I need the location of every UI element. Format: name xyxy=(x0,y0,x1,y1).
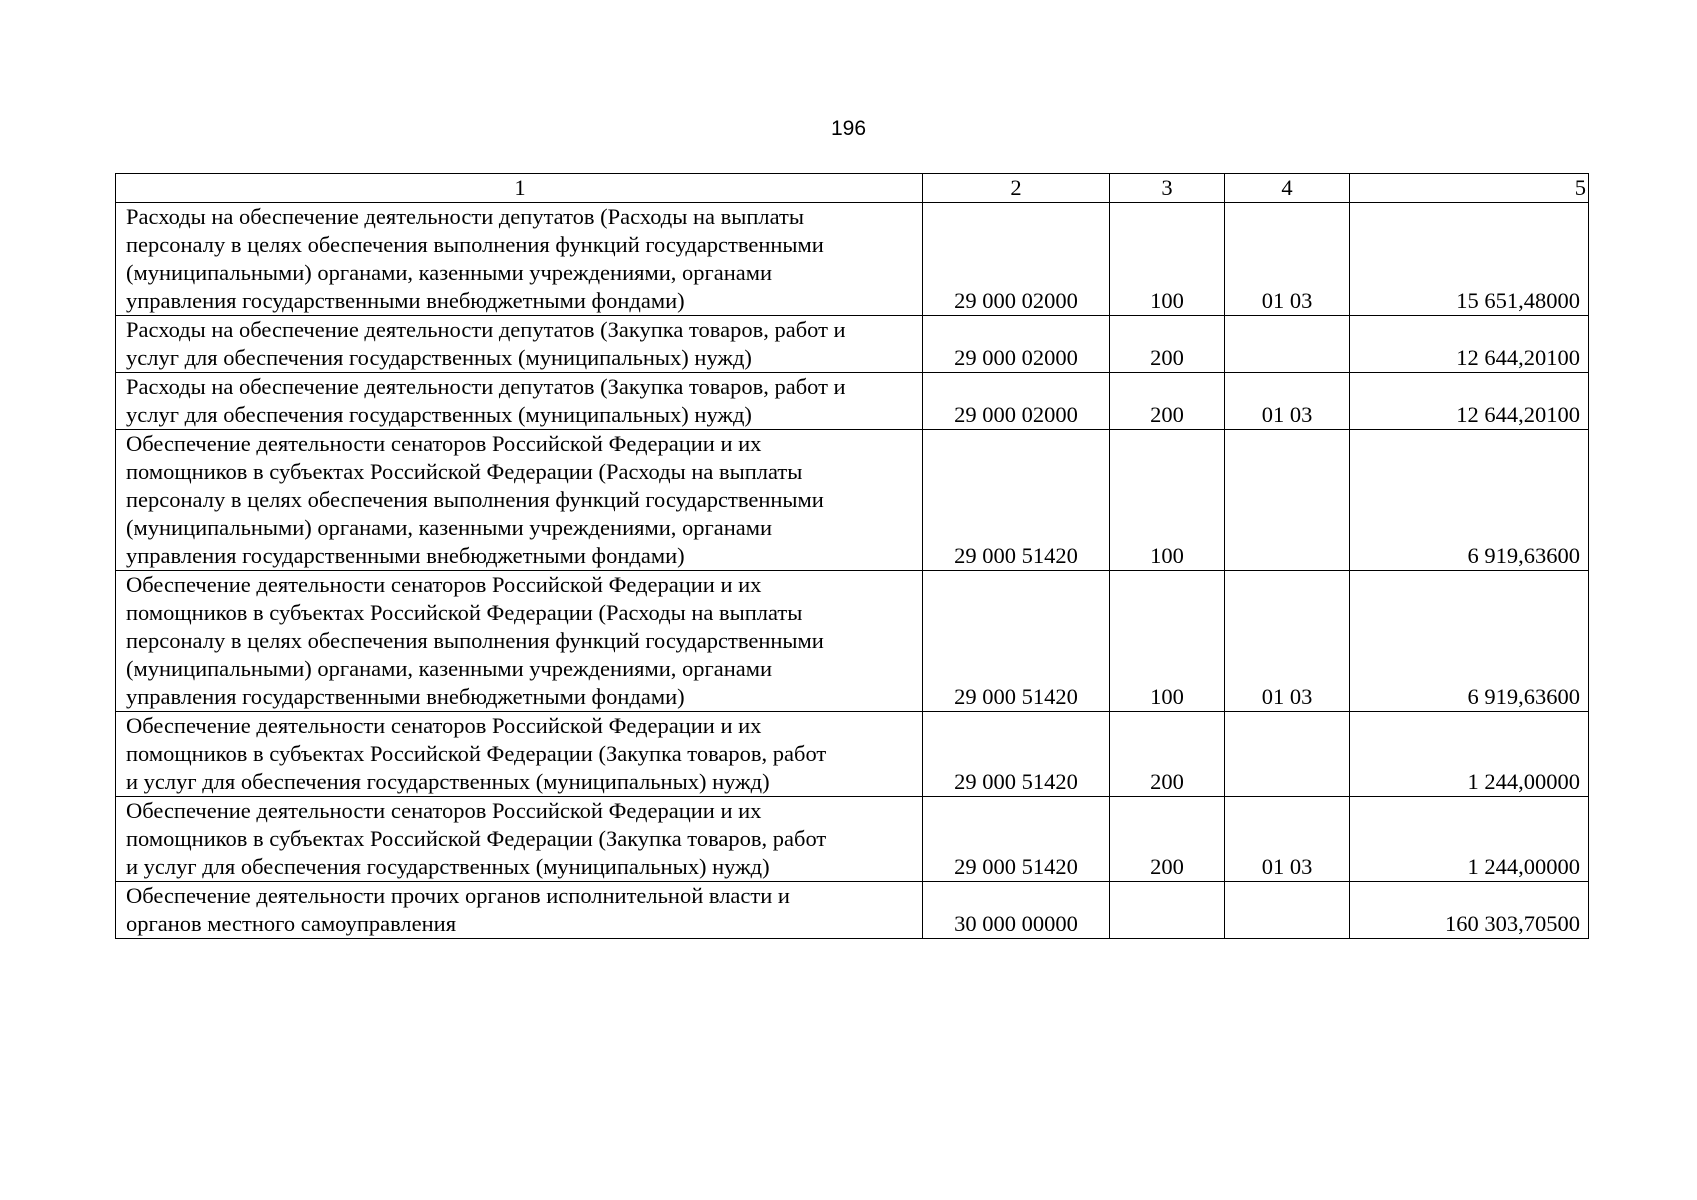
row-section-code: 01 03 xyxy=(1225,797,1350,882)
description-line: Обеспечение деятельности сенаторов Российской Федерации и их xyxy=(126,713,762,738)
table-header-row xyxy=(116,174,1589,203)
table-row xyxy=(116,571,1589,712)
row-description xyxy=(116,373,923,430)
row-target-code: 29 000 51420 xyxy=(923,430,1110,571)
row-amount: 12 644,20100 xyxy=(1350,316,1589,373)
description-line: органов местного самоуправления xyxy=(126,911,457,936)
row-expense-type: 100 xyxy=(1110,571,1225,712)
description-line: персоналу в целях обеспечения выполнения функций государственными xyxy=(126,232,824,257)
row-section-code xyxy=(1225,882,1350,939)
description-line: Обеспечение деятельности прочих органов исполнительной власти и xyxy=(126,883,790,908)
row-description xyxy=(116,882,923,939)
budget-table xyxy=(115,173,1589,939)
description-line: управления государственными внебюджетными фондами) xyxy=(126,288,685,313)
description-line: (муниципальными) органами, казенными учреждениями, органами xyxy=(126,260,773,285)
row-amount: 1 244,00000 xyxy=(1350,797,1589,882)
table-row xyxy=(116,882,1589,939)
row-section-code: 01 03 xyxy=(1225,373,1350,430)
row-target-code: 29 000 02000 xyxy=(923,316,1110,373)
row-expense-type: 100 xyxy=(1110,430,1225,571)
description-line: Обеспечение деятельности сенаторов Российской Федерации и их xyxy=(126,572,762,597)
row-target-code: 29 000 51420 xyxy=(923,571,1110,712)
table-row xyxy=(116,430,1589,571)
description-line: и услуг для обеспечения государственных (муниципальных) нужд) xyxy=(126,854,770,879)
description-line: (муниципальными) органами, казенными учреждениями, органами xyxy=(126,656,773,681)
description-line: персоналу в целях обеспечения выполнения функций государственными xyxy=(126,487,824,512)
row-description xyxy=(116,712,923,797)
row-target-code: 29 000 51420 xyxy=(923,712,1110,797)
description-line: Расходы на обеспечение деятельности депутатов (Расходы на выплаты xyxy=(126,204,805,229)
row-expense-type: 100 xyxy=(1110,203,1225,316)
description-line: управления государственными внебюджетными фондами) xyxy=(126,684,685,709)
row-expense-type: 200 xyxy=(1110,316,1225,373)
row-description xyxy=(116,571,923,712)
description-line: помощников в субъектах Российской Федерации (Расходы на выплаты xyxy=(126,600,803,625)
description-line: Обеспечение деятельности сенаторов Российской Федерации и их xyxy=(126,431,762,456)
description-line: Расходы на обеспечение деятельности депутатов (Закупка товаров, работ и xyxy=(126,317,846,342)
description-line: услуг для обеспечения государственных (муниципальных) нужд) xyxy=(126,345,752,370)
row-description xyxy=(116,430,923,571)
row-description xyxy=(116,203,923,316)
description-line: персоналу в целях обеспечения выполнения функций государственными xyxy=(126,628,824,653)
row-section-code: 01 03 xyxy=(1225,203,1350,316)
row-target-code: 29 000 02000 xyxy=(923,203,1110,316)
row-target-code: 29 000 51420 xyxy=(923,797,1110,882)
table-row xyxy=(116,316,1589,373)
header-col-2: 2 xyxy=(923,174,1110,203)
row-target-code: 29 000 02000 xyxy=(923,373,1110,430)
description-line: помощников в субъектах Российской Федерации (Закупка товаров, работ xyxy=(126,826,827,851)
budget-table-body xyxy=(116,174,1589,939)
row-amount: 1 244,00000 xyxy=(1350,712,1589,797)
row-expense-type: 200 xyxy=(1110,373,1225,430)
description-line: помощников в субъектах Российской Федерации (Расходы на выплаты xyxy=(126,459,803,484)
row-section-code xyxy=(1225,712,1350,797)
row-description xyxy=(116,797,923,882)
row-amount: 160 303,70500 xyxy=(1350,882,1589,939)
row-expense-type: 200 xyxy=(1110,712,1225,797)
header-col-5: 5 xyxy=(1350,174,1589,203)
description-line: и услуг для обеспечения государственных (муниципальных) нужд) xyxy=(126,769,770,794)
row-amount: 6 919,63600 xyxy=(1350,571,1589,712)
description-line: Обеспечение деятельности сенаторов Российской Федерации и их xyxy=(126,798,762,823)
row-target-code: 30 000 00000 xyxy=(923,882,1110,939)
description-line: услуг для обеспечения государственных (муниципальных) нужд) xyxy=(126,402,752,427)
description-line: (муниципальными) органами, казенными учреждениями, органами xyxy=(126,515,773,540)
row-section-code xyxy=(1225,316,1350,373)
table-row xyxy=(116,797,1589,882)
row-section-code: 01 03 xyxy=(1225,571,1350,712)
row-amount: 6 919,63600 xyxy=(1350,430,1589,571)
description-line: управления государственными внебюджетными фондами) xyxy=(126,543,685,568)
row-expense-type: 200 xyxy=(1110,797,1225,882)
header-col-4: 4 xyxy=(1225,174,1350,203)
page-number: 196 xyxy=(830,117,867,140)
header-col-3: 3 xyxy=(1110,174,1225,203)
header-col-1: 1 xyxy=(116,174,923,203)
row-description xyxy=(116,316,923,373)
row-section-code xyxy=(1225,430,1350,571)
table-row xyxy=(116,203,1589,316)
row-amount: 12 644,20100 xyxy=(1350,373,1589,430)
description-line: Расходы на обеспечение деятельности депутатов (Закупка товаров, работ и xyxy=(126,374,846,399)
row-amount: 15 651,48000 xyxy=(1350,203,1589,316)
table-row xyxy=(116,712,1589,797)
row-expense-type xyxy=(1110,882,1225,939)
table-row xyxy=(116,373,1589,430)
description-line: помощников в субъектах Российской Федерации (Закупка товаров, работ xyxy=(126,741,827,766)
